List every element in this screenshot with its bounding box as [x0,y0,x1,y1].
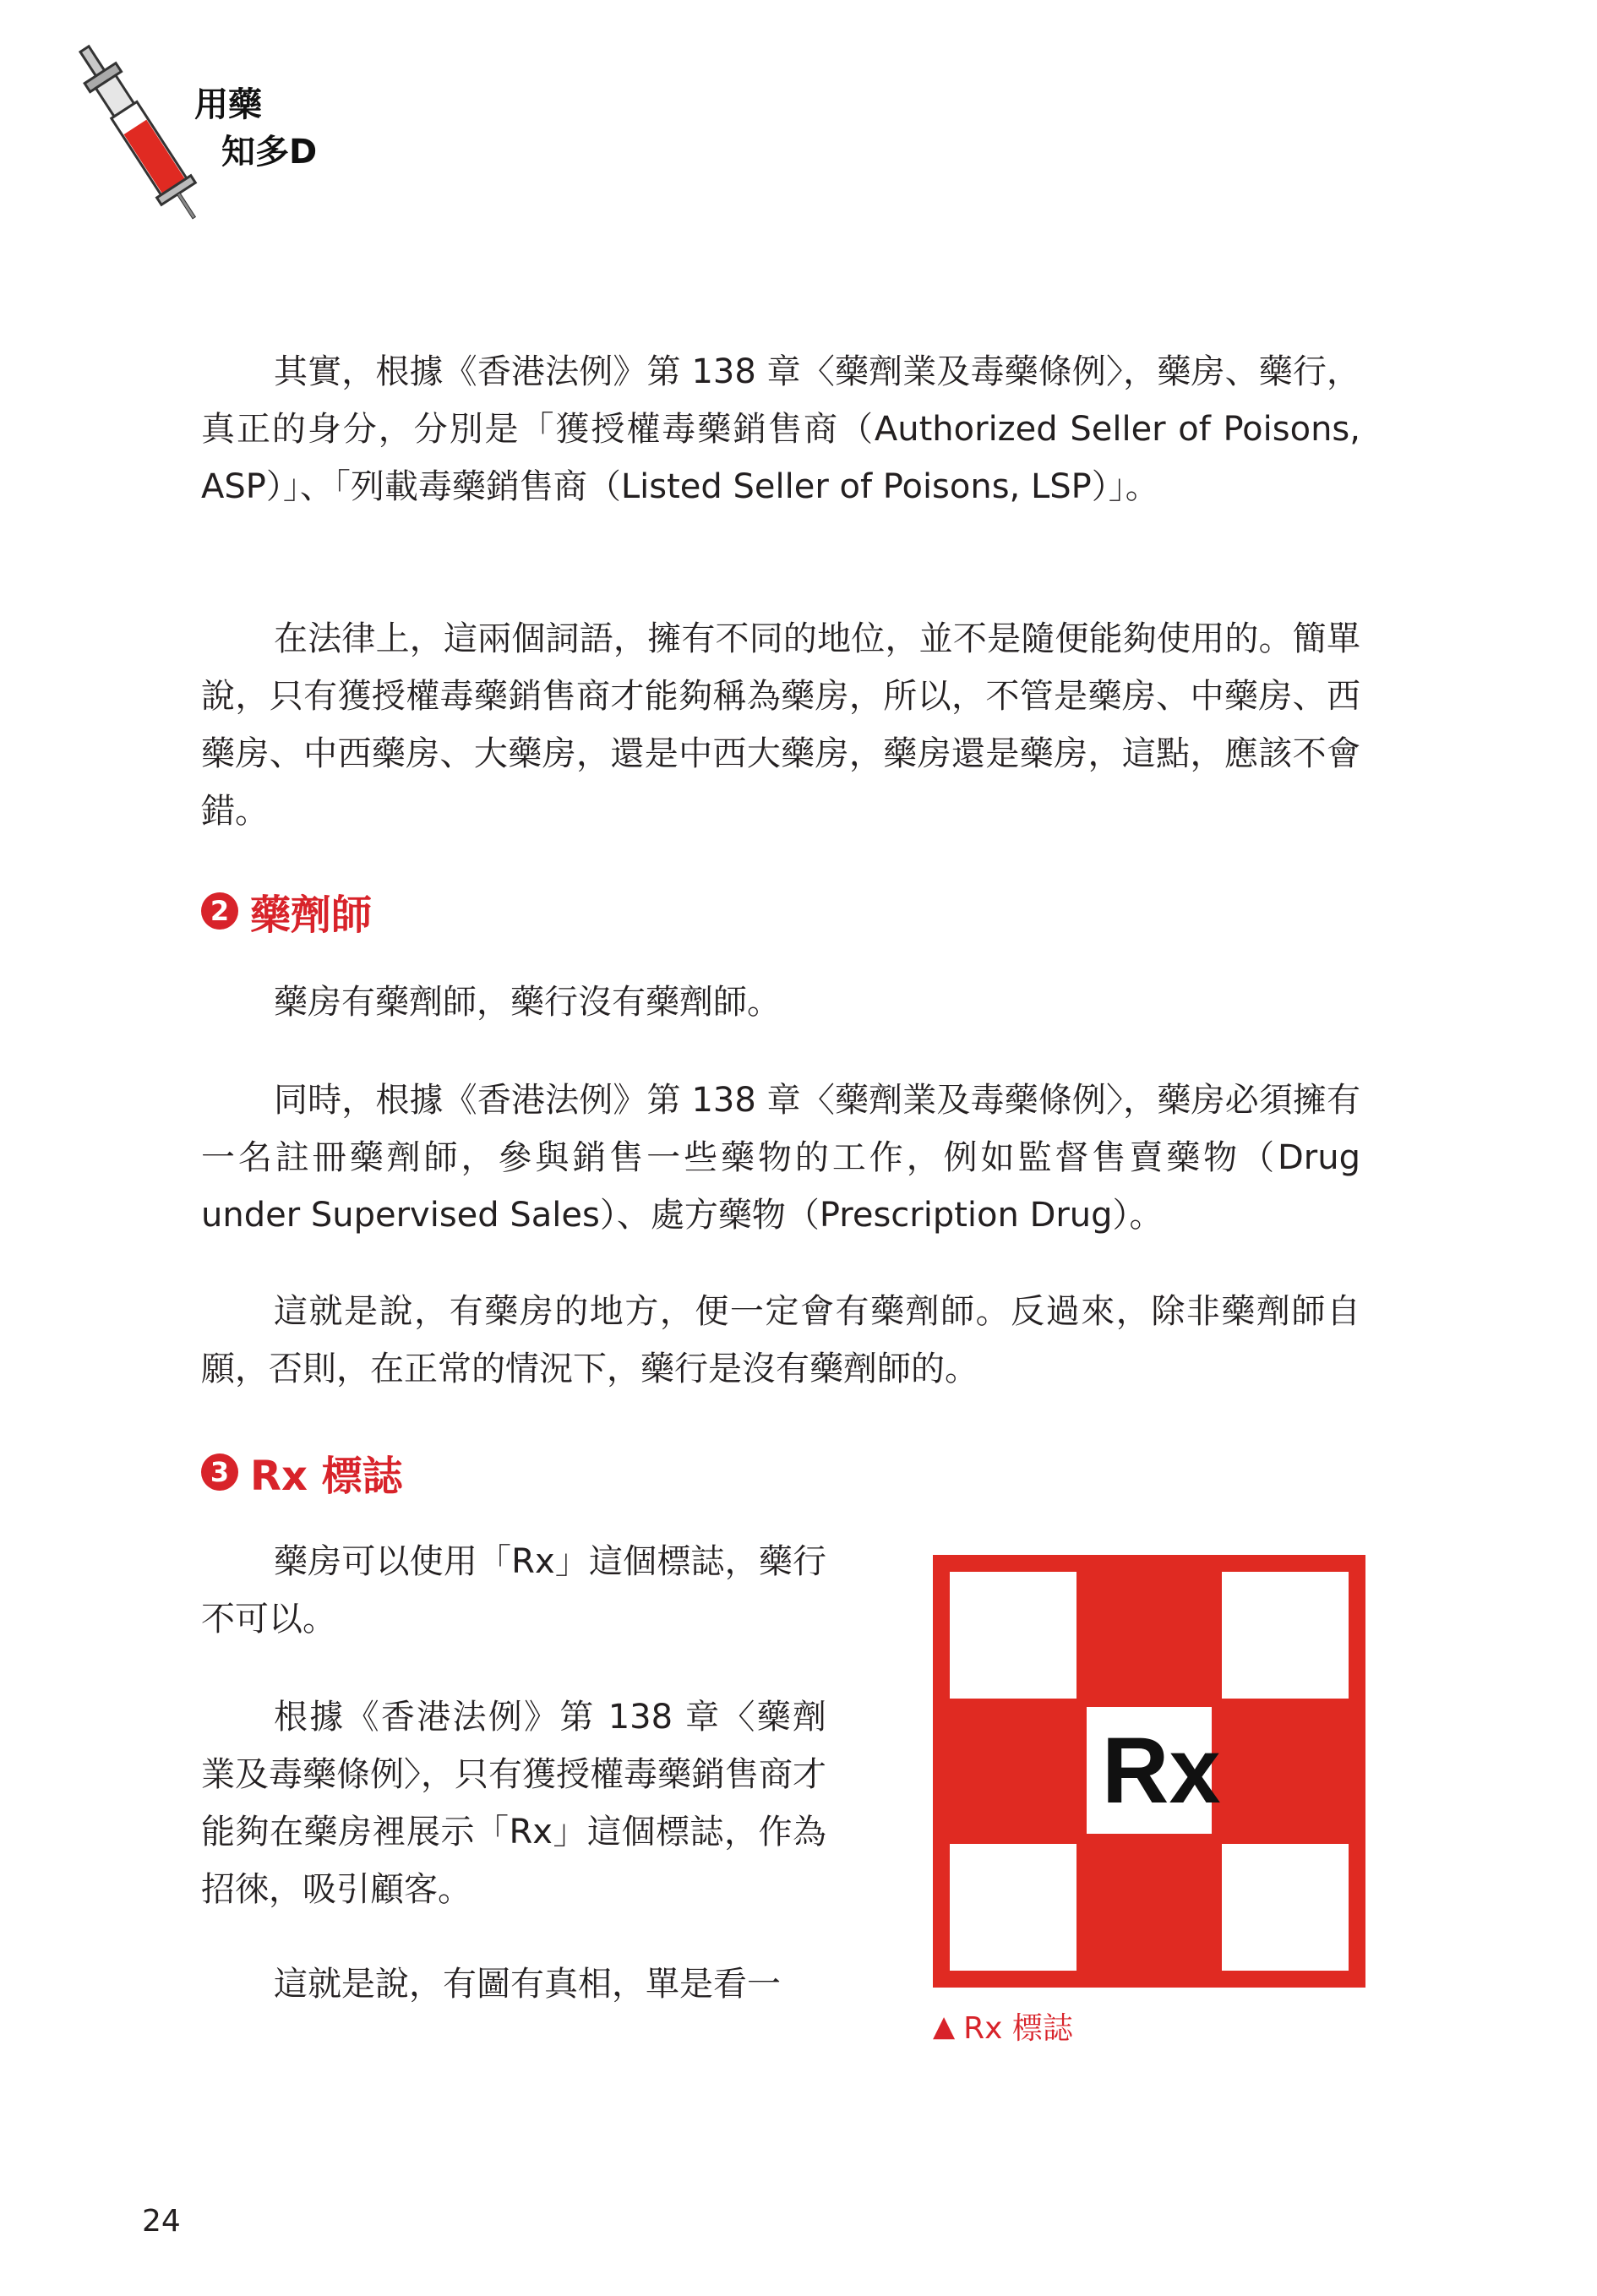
section-heading [201,1447,403,1500]
rx-sign-figure [933,1555,1365,1988]
paragraph: 根據《香港法例》第 138 章〈藥劑業及毒藥條例〉，只有獲授權毒藥銷售商才能夠在藥房裡展示「Rx」這個標誌，作為招徠，吸引顧客。 [201,1698,826,1909]
rx-sign-square [950,1572,1076,1699]
section-title: 藥劑師 [250,891,373,939]
logo-title-line1: 用藥 [194,85,262,124]
rx-sign-square [1222,1844,1349,1971]
logo-title-line2: 知多D [221,133,318,172]
header-logo [56,30,377,233]
paragraph: 在法律上，這兩個詞語，擁有不同的地位，並不是隨便能夠使用的。簡單說，只有獲授權毒藥銷售商才能夠稱為藥房，所以，不管是藥房、中藥房、西藥房、中西藥房、大藥房，還是中西大藥房，藥房還是藥房，這點，應該不會錯。 [201,619,1360,831]
figure-caption [933,2004,1073,2048]
rx-sign-square [1222,1572,1349,1699]
section-title: Rx 標誌 [250,1452,403,1500]
svg-text:Rx: Rx [1102,1719,1221,1823]
triangle-up-icon: ▲ [933,2009,956,2043]
page-number: 24 [142,2204,181,2239]
paragraph: 同時，根據《香港法例》第 138 章〈藥劑業及毒藥條例〉，藥房必須擁有一名註冊藥劑師，參與銷售一些藥物的工作，例如監督售賣藥物（Drug under Supervised Sales）、處方藥物（Prescription Drug）。 [201,1081,1360,1235]
syringe-icon [56,30,225,233]
section-number-badge: 2 [201,892,238,930]
paragraph: 藥房可以使用「Rx」這個標誌，藥行不可以。 [201,1542,826,1639]
paragraph: 藥房有藥劑師，藥行沒有藥劑師。 [274,983,781,1022]
paragraph: 其實，根據《香港法例》第 138 章〈藥劑業及毒藥條例〉，藥房、藥行，真正的身分，分別是「獲授權毒藥銷售商（Authorized Seller of Poisons, ASP）」、「列載毒藥銷售商（Listed Seller of Poisons, LSP）」。 [201,352,1360,506]
rx-symbol-box [1087,1707,1221,1834]
paragraph: 這就是說，有藥房的地方，便一定會有藥劑師。反過來，除非藥劑師自願，否則，在正常的情況下，藥行是沒有藥劑師的。 [201,1292,1360,1388]
section-number-badge: 3 [201,1453,238,1491]
rx-sign-square [950,1844,1076,1971]
rx-symbol [1098,1719,1221,1823]
figure-caption-text: Rx 標誌 [963,2011,1073,2046]
section-heading [201,886,373,939]
paragraph: 這就是說，有圖有真相，單是看一 [274,1965,781,2004]
